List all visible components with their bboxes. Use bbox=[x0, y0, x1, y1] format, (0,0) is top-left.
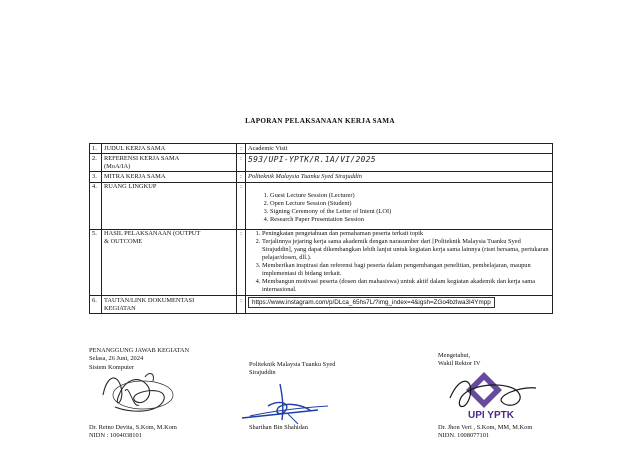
signature-left-icon bbox=[95, 365, 185, 420]
row-label: RUANG LINGKUP bbox=[102, 182, 237, 229]
scope-list bbox=[248, 192, 550, 224]
table-row bbox=[90, 154, 553, 172]
row-label bbox=[102, 154, 237, 172]
row-number: 4. bbox=[90, 182, 102, 229]
signature-unit: Sistem Komputer bbox=[89, 363, 134, 371]
list-item: 1. Peningkatan pengetahuan dan pemahaman peserta terkait topik bbox=[262, 230, 550, 238]
signer-id: NIDN : 1004038101 bbox=[89, 432, 142, 440]
row-label-line1: HASIL PELAKSANAAN (OUTPUT bbox=[104, 230, 201, 238]
partner-org: Politeknik Malaysia Tuanku Syed bbox=[249, 361, 336, 368]
signature-block-middle bbox=[249, 361, 335, 378]
row-label-line2: (MoA/IA) bbox=[104, 162, 131, 170]
documentation-link[interactable]: https://www.instagram.com/p/DLca_65hs7L/?img_index=4&igsh=ZGo4bzlwa3I4Ympp bbox=[248, 297, 495, 309]
table-row bbox=[90, 229, 553, 295]
table-row bbox=[90, 144, 553, 154]
row-colon: : bbox=[237, 172, 246, 182]
signer-name: Dr. Retno Devita, S.Kom, M.Kom bbox=[89, 424, 177, 431]
row-value: Politeknik Malaysia Tuanku Syed Sirajuddin bbox=[246, 172, 553, 182]
stamp-text: UPI YPTK bbox=[468, 410, 514, 421]
acknowledged-heading: Mengetahui, bbox=[438, 352, 471, 359]
list-item: 1. Guest Lecture Session (Lecturer) bbox=[270, 192, 550, 200]
table-row bbox=[90, 295, 553, 313]
signature-name-middle bbox=[249, 424, 308, 432]
list-item: 2. Terjalinnya jejaring kerja sama akademik dengan narasumber dari [Politeknik Malaysia Tuanku Syed Sirajuddin], yang dapat dikembangkan lebih lanjut untuk kegiatan kerja sama lainnya (riset bersama, pertukaran pelajar/dosen, dll.). bbox=[262, 238, 550, 262]
row-number: 6. bbox=[90, 295, 102, 313]
table-row bbox=[90, 182, 553, 229]
row-label-line1: REFERENSI KERJA SAMA bbox=[104, 154, 180, 162]
row-colon: : bbox=[237, 229, 246, 295]
partner-org-line2: Sirajuddin bbox=[249, 369, 276, 377]
row-label: MITRA KERJA SAMA bbox=[102, 172, 237, 182]
row-label-line1: TAUTAN/LINK DOKUMENTASI bbox=[104, 296, 195, 304]
row-label-line2: KEGIATAN bbox=[104, 304, 136, 312]
row-number: 1. bbox=[90, 144, 102, 154]
row-value bbox=[246, 229, 553, 295]
outcome-list bbox=[248, 230, 550, 294]
document-title: LAPORAN PELAKSANAAN KERJA SAMA bbox=[245, 117, 395, 125]
row-number: 3. bbox=[90, 172, 102, 182]
row-number: 2. bbox=[90, 154, 102, 172]
signature-heading: PENANGGUNG JAWAB KEGIATAN bbox=[89, 347, 190, 354]
university-stamp-icon bbox=[440, 368, 540, 424]
list-item: 3. Signing Ceremony of the Letter of Intent (LOI) bbox=[270, 208, 550, 216]
row-value bbox=[246, 295, 553, 313]
list-item: 3. Memberikan inspirasi dan referensi bagi peserta dalam pengembangan penelitian, pembelajaran, maupun implementasi di bidang terkait. bbox=[262, 262, 550, 278]
row-value-handwritten bbox=[246, 154, 553, 172]
row-label-line2: & OUTCOME bbox=[104, 238, 143, 246]
row-colon: : bbox=[237, 144, 246, 154]
reference-number: 593/UPI-YPTK/R.1A/VI/2025 bbox=[248, 154, 376, 164]
list-item: 2. Open Lecture Session (Student) bbox=[270, 200, 550, 208]
row-colon: : bbox=[237, 182, 246, 229]
row-label bbox=[102, 295, 237, 313]
signer-name: Dr. Jhon Veri , S.Kom, MM, M.Kom bbox=[438, 424, 533, 431]
signature-place-date: Selasa, 26 Juni, 2024 bbox=[89, 355, 144, 363]
signature-name-right bbox=[438, 424, 532, 441]
row-colon: : bbox=[237, 295, 246, 313]
signer-name: Sharihan Bin Shahidan bbox=[249, 424, 308, 431]
row-colon: : bbox=[237, 154, 246, 172]
list-item: 4. Research Paper Presentation Session bbox=[270, 216, 550, 224]
report-table bbox=[89, 143, 553, 314]
row-value: Academic Visit bbox=[246, 144, 553, 154]
row-label bbox=[102, 229, 237, 295]
list-item: 4. Membangun motivasi peserta (dosen dan mahasiswa) untuk aktif dalam kegiatan akademik dan kerja sama internasional. bbox=[262, 278, 550, 294]
signature-block-right bbox=[438, 352, 480, 369]
signer-id: NIDN. 1008077101 bbox=[438, 432, 490, 440]
row-label: JUDUL KERJA SAMA bbox=[102, 144, 237, 154]
row-value bbox=[246, 182, 553, 229]
signer-role: Wakil Rektor IV bbox=[438, 360, 481, 368]
table-row bbox=[90, 172, 553, 182]
signature-middle-icon bbox=[238, 380, 333, 425]
signature-name-left bbox=[89, 424, 177, 441]
row-number: 5. bbox=[90, 229, 102, 295]
